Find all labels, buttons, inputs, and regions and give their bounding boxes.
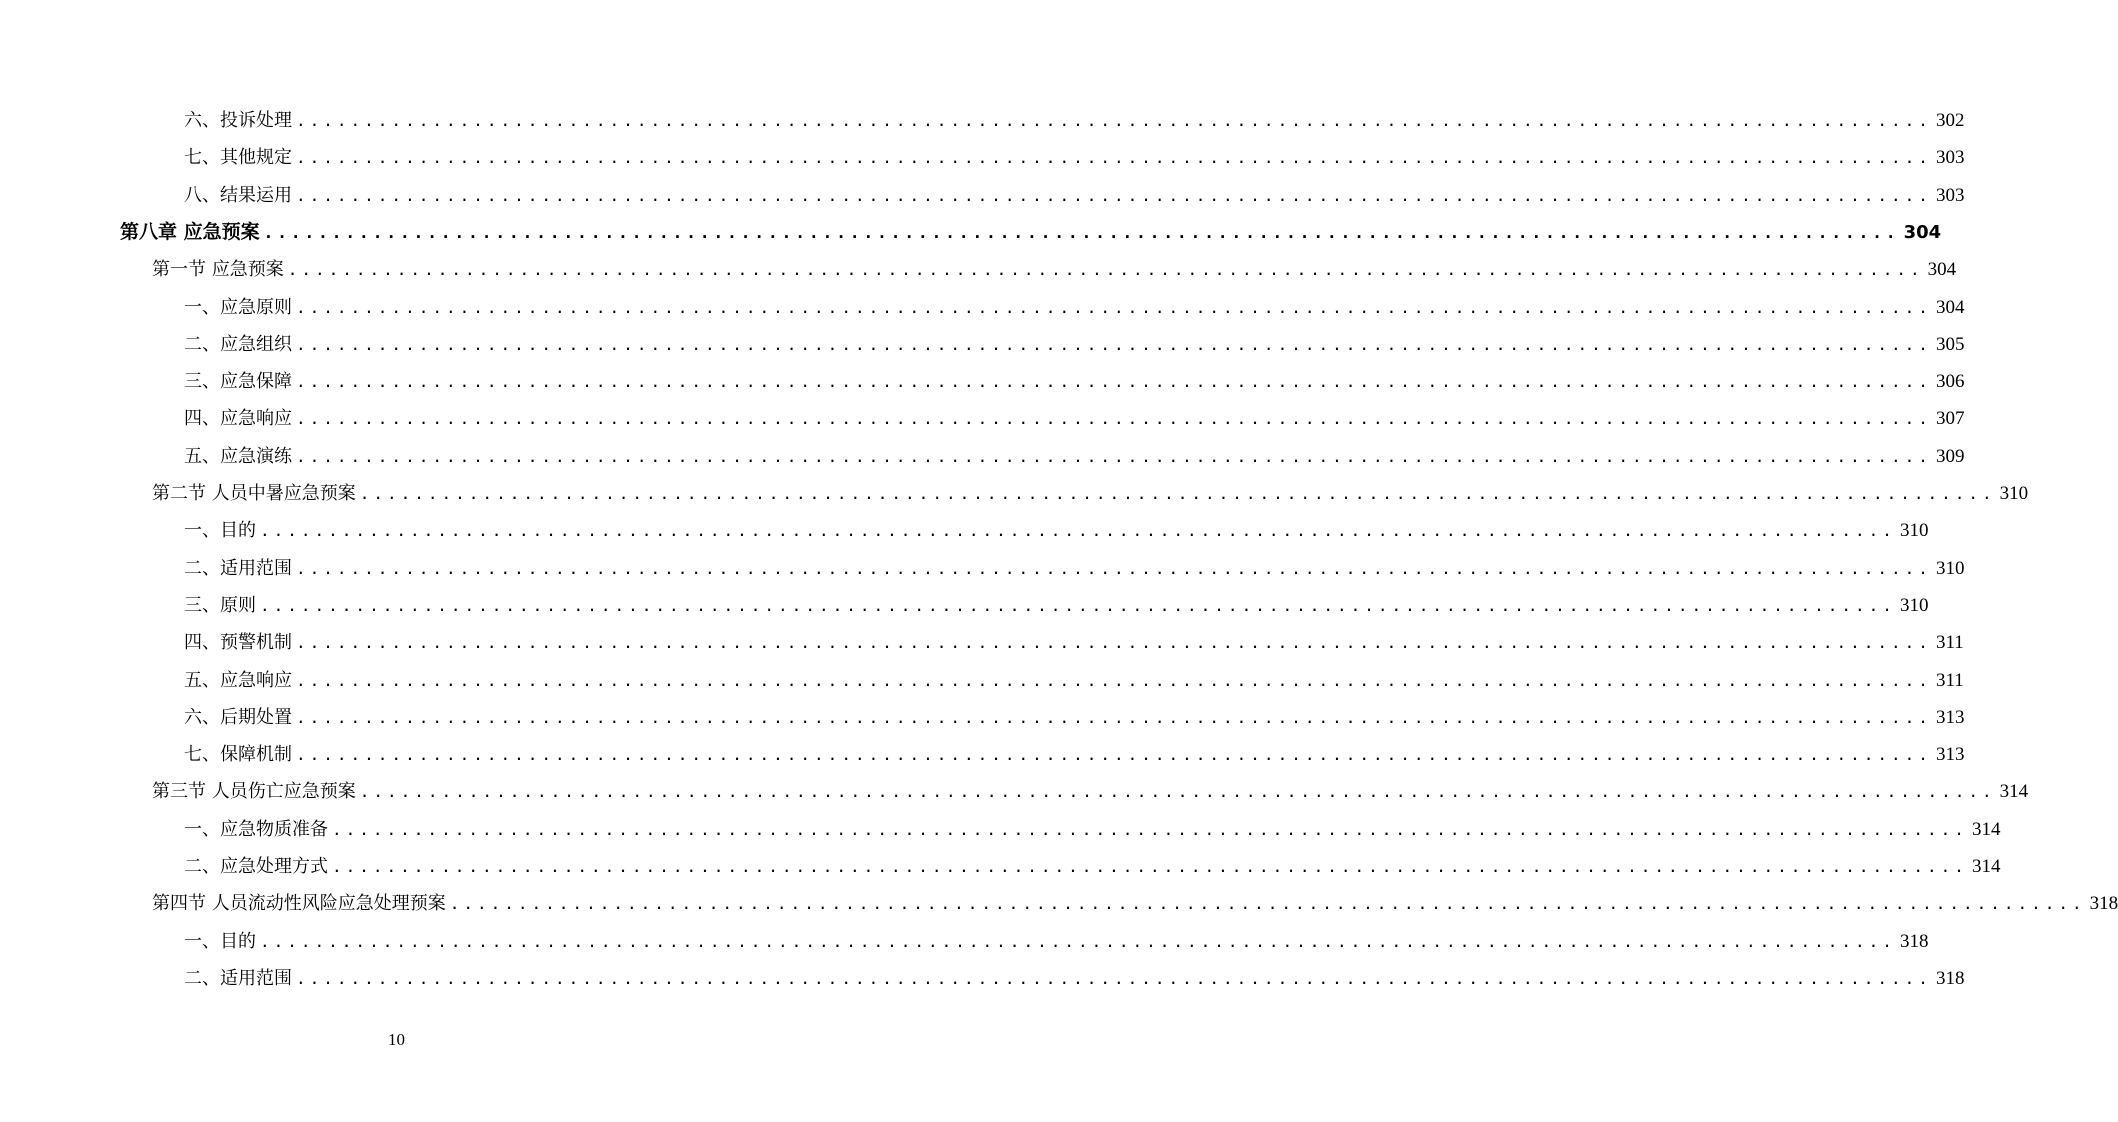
toc-entry-page: 310: [1899, 594, 1929, 616]
toc-entry-page: 313: [1935, 744, 1965, 766]
toc-entry[interactable]: [184, 363, 1965, 400]
toc-entry-title: 七、其他规定: [184, 147, 292, 169]
toc-entry[interactable]: [184, 811, 2001, 848]
toc-entry-page: 310: [1935, 557, 1965, 579]
toc-entry[interactable]: [184, 400, 1965, 437]
toc-leader-dots: ........................................................................................................................: [449, 894, 2086, 914]
toc-entry-page: 304: [1927, 259, 1957, 281]
toc-leader-dots: ........................................................................................................................: [296, 148, 1932, 168]
toc-entry-title: 第三节 人员伤亡应急预案: [152, 781, 356, 803]
toc-entry-title: 六、后期处置: [184, 706, 292, 728]
toc-entry[interactable]: [152, 251, 1957, 288]
toc-entry[interactable]: [120, 214, 1942, 251]
page-number: 10: [388, 1030, 405, 1049]
toc-entry-title: 一、应急物质准备: [184, 818, 328, 840]
toc-entry-title: 三、应急保障: [184, 371, 292, 393]
toc-entry-title: 一、应急原则: [184, 296, 292, 318]
toc-entry-page: 314: [1971, 818, 2001, 840]
toc-entry[interactable]: [184, 699, 1965, 736]
toc-leader-dots: ........................................................................................................................: [296, 745, 1932, 765]
toc-entry-page: 302: [1935, 110, 1965, 131]
toc-leader-dots: ........................................................................................................................: [260, 595, 1896, 615]
toc-entry[interactable]: [184, 512, 1929, 549]
toc-entry-title: 五、应急响应: [184, 669, 292, 691]
toc-entry[interactable]: [152, 885, 2118, 922]
toc-entry[interactable]: [152, 475, 2029, 512]
toc-leader-dots: ........................................................................................................................: [359, 484, 1996, 503]
toc-entry[interactable]: [184, 923, 1929, 960]
toc-entry[interactable]: [184, 326, 1965, 363]
toc-entry-title: 三、原则: [184, 594, 256, 616]
toc-entry-title: 四、应急响应: [184, 408, 292, 430]
toc-entry[interactable]: [184, 289, 1965, 326]
toc-entry-title: 二、适用范围: [184, 557, 292, 579]
toc-entry-page: 306: [1935, 371, 1965, 393]
toc-leader-dots: ........................................................................................................................: [296, 707, 1932, 727]
toc-entry-page: 311: [1935, 632, 1964, 654]
toc-entry-title: 一、目的: [184, 520, 256, 542]
toc-entry[interactable]: [184, 139, 1965, 176]
toc-entry[interactable]: [184, 102, 1965, 139]
toc-leader-dots: ........................................................................................................................: [260, 521, 1896, 541]
toc-entry[interactable]: [184, 550, 1965, 587]
toc-entry-title: 二、应急处理方式: [184, 856, 328, 877]
toc-entry[interactable]: [184, 438, 1965, 475]
toc-entry-page: 314: [1971, 856, 2001, 877]
toc-entry-title: 六、投诉处理: [184, 110, 292, 131]
toc-entry[interactable]: [184, 624, 1964, 661]
toc-entry-page: 318: [2089, 893, 2118, 915]
toc-entry-title: 四、预警机制: [184, 632, 292, 654]
toc-leader-dots: ........................................................................................................................: [296, 968, 1932, 988]
toc-entry-page: 318: [1935, 967, 1965, 989]
toc-entry-page: 303: [1935, 147, 1965, 169]
toc-entry-page: 314: [1999, 781, 2029, 803]
toc-leader-dots: ........................................................................................................................: [296, 633, 1932, 653]
toc-leader-dots: ........................................................................................................................: [296, 670, 1932, 690]
toc-leader-dots: ........................................................................................................................: [296, 446, 1932, 466]
toc-entry-page: 311: [1935, 669, 1964, 691]
toc-leader-dots: ........................................................................................................................: [332, 819, 1968, 839]
toc-entry-title: 第八章 应急预案: [120, 220, 260, 243]
toc-entry-title: 二、应急组织: [184, 333, 292, 355]
toc-entry-page: 313: [1935, 706, 1965, 728]
toc-leader-dots: ........................................................................................................................: [296, 185, 1932, 205]
toc-leader-dots: ........................................................................................................................: [287, 260, 1924, 280]
toc-leader-dots: ........................................................................................................................: [296, 409, 1932, 429]
toc-entry[interactable]: [184, 960, 1965, 997]
toc-leader-dots: ........................................................................................................................: [260, 931, 1896, 951]
toc-leader-dots: ........................................................................................................................: [296, 111, 1932, 130]
toc-leader-dots: ........................................................................................................................: [296, 334, 1932, 354]
toc-leader-dots: ........................................................................................................................: [263, 222, 1900, 242]
toc-entry-page: 303: [1935, 184, 1965, 206]
toc-entry[interactable]: [152, 773, 2029, 810]
toc-leader-dots: ........................................................................................................................: [296, 558, 1932, 578]
toc-entry-page: 304: [1903, 221, 1942, 243]
toc-entry-title: 第四节 人员流动性风险应急处理预案: [152, 893, 446, 915]
toc-leader-dots: ........................................................................................................................: [359, 782, 1996, 802]
toc-entry-title: 第二节 人员中暑应急预案: [152, 483, 356, 504]
toc-entry-title: 二、适用范围: [184, 967, 292, 989]
toc-entry-page: 304: [1935, 296, 1965, 318]
toc-entry-title: 八、结果运用: [184, 184, 292, 206]
toc-leader-dots: ........................................................................................................................: [296, 297, 1932, 317]
toc-entry-page: 318: [1899, 930, 1929, 952]
toc-entry[interactable]: [184, 587, 1929, 624]
toc-entry-title: 第一节 应急预案: [152, 259, 284, 281]
toc-entry-page: 309: [1935, 445, 1965, 467]
toc-entry-title: 七、保障机制: [184, 744, 292, 766]
toc-entry-title: 五、应急演练: [184, 445, 292, 467]
toc-leader-dots: ........................................................................................................................: [296, 372, 1932, 392]
toc-leader-dots: ........................................................................................................................: [332, 857, 1968, 876]
toc-entry[interactable]: [184, 662, 1964, 699]
toc-entry-page: 305: [1935, 333, 1965, 355]
toc-entry-page: 310: [1899, 520, 1929, 542]
toc-entry[interactable]: [184, 848, 2001, 885]
toc-entry[interactable]: [184, 736, 1965, 773]
toc-entry[interactable]: [184, 177, 1965, 214]
toc-entry-page: 307: [1935, 408, 1965, 430]
toc-entry-title: 一、目的: [184, 930, 256, 952]
toc-entry-page: 310: [1999, 483, 2029, 504]
